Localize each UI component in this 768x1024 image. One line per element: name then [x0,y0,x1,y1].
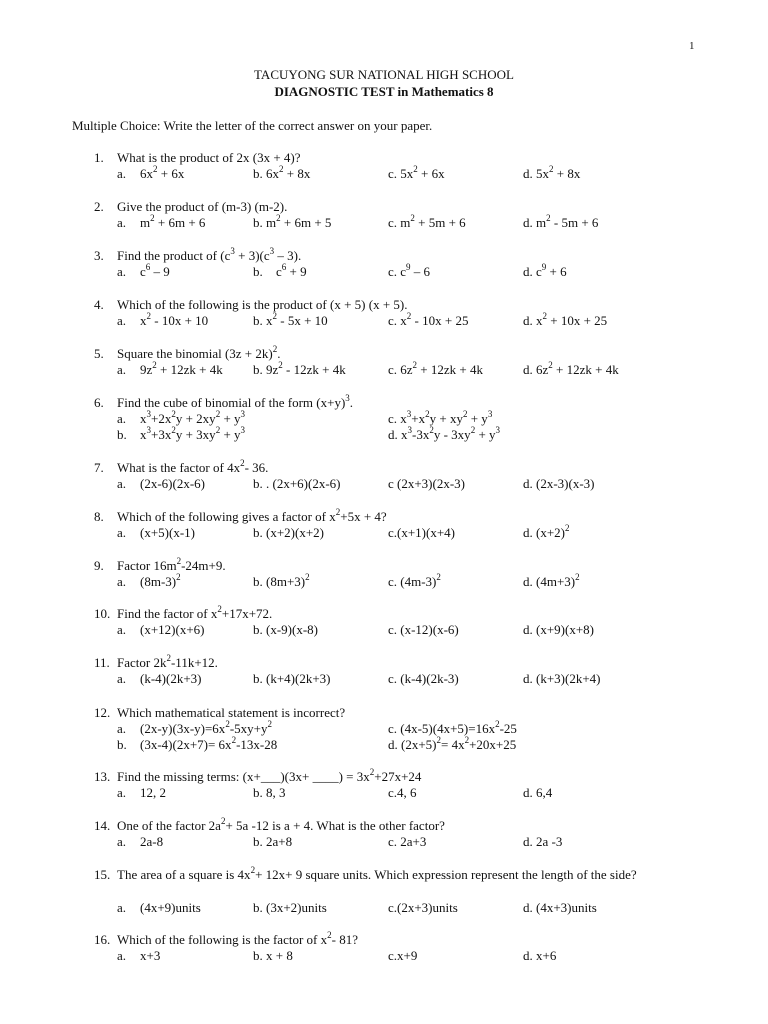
question-number: 1. [94,150,104,165]
question-number: 12. [94,705,111,720]
question-number: 3. [94,248,104,263]
test-title: DIAGNOSTIC TEST in Mathematics 8 [274,84,494,99]
question-stem: Factor $2k^2-11k+12$. [117,652,218,670]
answer-option: d. $c^9 + 6$ [523,261,567,279]
answer-option: c. $6z^2 + 12zk + 4k$ [388,359,483,377]
answer-option: d. (2x-3)(x-3) [523,476,595,491]
answer-option: b. $(8m+3)^2$ [253,571,310,589]
question-stem: What is the product of 2x (3x + 4)? [117,150,301,165]
answer-option: b. . (2x+6)(2x-6) [253,476,341,491]
answer-option: c. $(4m-3)^2$ [388,571,441,589]
answer-option: a. $6x^2 + 6x$ [117,163,185,181]
question-number: 2. [94,199,104,214]
question-stem: Which of the following gives a factor of $x^2+5x + 4$? [117,506,387,524]
answer-option: b. (x+2)(x+2) [253,525,324,540]
answer-option: d. $m^2 - 5m + 6$ [523,212,599,230]
question-stem: Find the missing terms: (x+___)(3x+ ____) = $3x^2+27x+24$ [117,766,422,784]
question-number: 6. [94,395,104,410]
question-stem: What is the factor of $4x^2-$ 36. [117,457,269,475]
answer-option: d. $6z^2 + 12zk + 4k$ [523,359,619,377]
answer-option: c (2x+3)(2x-3) [388,476,465,491]
answer-option: b. $9z^2 - 12zk + 4k$ [253,359,346,377]
question-stem: Find the product of $(c^3 + 3)(c^3 - 3)$. [117,245,302,263]
answer-option: b. $6x^2 + 8x$ [253,163,311,181]
answer-option: b. $c^6 + 9$ [253,261,307,279]
answer-option: a. $9z^2 + 12zk + 4k$ [117,359,223,377]
question-number: 11. [94,655,110,670]
answer-option: a. (k-4)(2k+3) [117,671,202,686]
answer-option: a. x+3 [117,948,161,963]
answer-option: a. 2a-8 [117,834,164,849]
question-number: 4. [94,297,104,312]
answer-option: c. $(4x-5)(4x+5)=16x^2-25$ [388,718,517,736]
answer-option: c.4, 6 [388,785,417,800]
answer-option: c. 2a+3 [388,834,427,849]
question-number: 7. [94,460,104,475]
question-number: 15. [94,867,111,882]
question-stem: Find the factor of $x^2+17x+72$. [117,603,273,621]
answer-option: b. (k+4)(2k+3) [253,671,331,686]
answer-option: c. $m^2 + 5m + 6$ [388,212,466,230]
answer-option: b. (x-9)(x-8) [253,622,318,637]
answer-option: b. $x^2 - 5x + 10$ [253,310,328,328]
answer-option: a. $x^2 - 10x + 10$ [117,310,209,328]
answer-option: a. 12, 2 [117,785,166,800]
answer-option: a. $(2x-y)(3x-y)=6x^2-5xy+y^2$ [117,718,272,736]
question-stem: The area of a square is $4x^2+ 12x+ 9$ square units. Which expression represent the length of the side? [117,864,637,882]
answer-option: b. 2a+8 [253,834,293,849]
answer-option: a. (4x+9)units [117,900,201,915]
question-number: 8. [94,509,104,524]
answer-option: a. $x^3+2x^2y + 2xy^2 + y^3$ [117,408,246,426]
question-stem: Which of the following is the product of (x + 5) (x + 5). [117,297,408,312]
question-number: 5. [94,346,104,361]
answer-option: b. $m^2 + 6m + 5$ [253,212,332,230]
answer-option: d. $(4m+3)^2$ [523,571,580,589]
answer-option: a. $m^2 + 6m + 6$ [117,212,206,230]
question-number: 14. [94,818,111,833]
answer-option: c.(2x+3)units [388,900,458,915]
question-stem: Factor $16m^2-24m+9$. [117,555,226,573]
answer-option: a. $(8m-3)^2$ [117,571,181,589]
answer-option: d. (4x+3)units [523,900,597,915]
question-number: 16. [94,932,111,947]
answer-option: b. x + 8 [253,948,293,963]
answer-option: c. (x-12)(x-6) [388,622,459,637]
answer-option: d. 6,4 [523,785,553,800]
answer-option: c.(x+1)(x+4) [388,525,455,540]
answer-option: d. (k+3)(2k+4) [523,671,601,686]
answer-option: d. (x+9)(x+8) [523,622,594,637]
answer-option: d. $x^2 + 10x + 25$ [523,310,608,328]
question-stem: Give the product of (m-3) (m-2). [117,199,288,214]
answer-option: d. x+6 [523,948,557,963]
answer-option: a. (x+5)(x-1) [117,525,195,540]
answer-option: d. $(x+2)^2$ [523,522,570,540]
answer-option: a. (x+12)(x+6) [117,622,205,637]
answer-option: c. $c^9 - 6$ [388,261,431,279]
answer-option: d. $(2x+5)^2= 4x^2+20x+25$ [388,734,517,752]
answer-option: a. $c^6 - 9$ [117,261,170,279]
question-number: 10. [94,606,111,621]
question-stem: Find the cube of binomial of the form $(x+y)^3$. [117,392,354,410]
question-stem: One of the factor $2a^2+ 5a$ -12 is a + 4. What is the other factor? [117,815,445,833]
answer-option: b. $(3x-4)(2x+7)= 6x^2-13x-28$ [117,734,278,752]
question-number: 9. [94,558,104,573]
answer-option: a. (2x-6)(2x-6) [117,476,205,491]
instructions: Multiple Choice: Write the letter of the correct answer on your paper. [72,118,433,133]
page-number: 1 [689,40,695,52]
answer-option: c. $x^2 - 10x + 25$ [388,310,469,328]
answer-option: b. $x^3+3x^2y + 3xy^2 + y^3$ [117,424,246,442]
question-stem: Which of the following is the factor of $x^2-$ 81? [117,929,358,947]
answer-option: c. (k-4)(2k-3) [388,671,459,686]
answer-option: b. 8, 3 [253,785,286,800]
answer-option: c. $5x^2 + 6x$ [388,163,445,181]
answer-option: c.x+9 [388,948,418,963]
answer-option: c. $x^3+x^2y + xy^2 + y^3$ [388,408,493,426]
school-name: TACUYONG SUR NATIONAL HIGH SCHOOL [254,67,514,82]
question-stem: Square the binomial $(3z + 2k)^2$. [117,343,281,361]
answer-option: d. $5x^2 + 8x$ [523,163,581,181]
question-stem: Which mathematical statement is incorrect? [117,705,346,720]
answer-option: d. $x^3-3x^2y - 3xy^2 + y^3$ [388,424,501,442]
answer-option: b. (3x+2)units [253,900,327,915]
question-number: 13. [94,769,111,784]
answer-option: d. 2a -3 [523,834,563,849]
